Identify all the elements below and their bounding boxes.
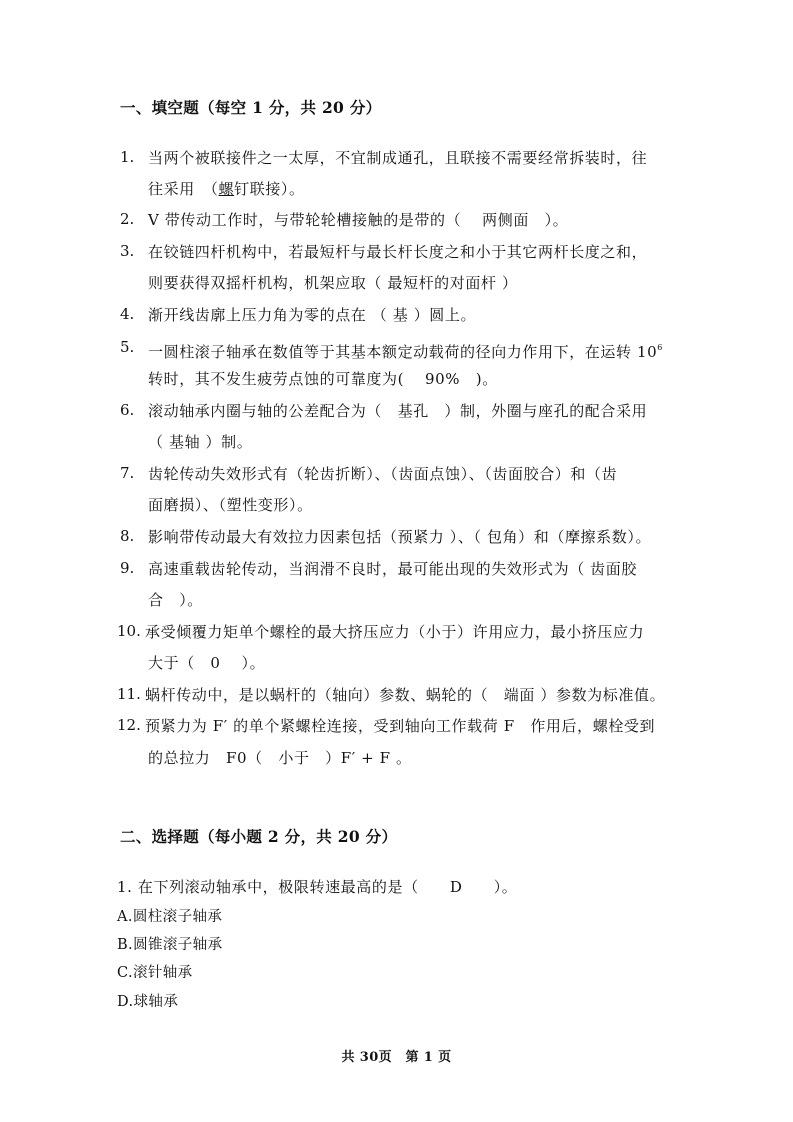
item-12-line-2: 的总拉力 F0（ 小于 ）F′ + F 。 <box>148 749 412 767</box>
mc-option-c: C.滚针轴承 <box>117 965 193 981</box>
item-12-line-1: 预紧力为 F′ 的单个紧螺栓连接，受到轴向工作载荷 F 作用后，螺栓受到 <box>145 717 656 735</box>
mc-option-d: D.球轴承 <box>117 994 179 1010</box>
page-footer: 共 30页 第 1 页 <box>341 1050 452 1065</box>
item-number: 9. <box>120 559 135 577</box>
section-title-multiple-choice: 二、选择题（每小题 2 分，共 20 分） <box>120 827 398 846</box>
item-4-line-1: 渐开线齿廓上压力角为零的点在 （ 基 ）圆上。 <box>148 306 477 324</box>
item-10-line-2: 大于（ 0 ）。 <box>148 654 266 672</box>
item-number: 2. <box>120 210 135 228</box>
mc-option-b: B.圆锥滚子轴承 <box>117 937 223 953</box>
item-6-line-1: 滚动轴承内圈与轴的公差配合为（ 基孔 ）制，外圈与座孔的配合采用 <box>148 402 648 420</box>
item-10-line-1: 承受倾覆力矩单个螺栓的最大挤压应力（小于）许用应力，最小挤压应力 <box>145 623 645 641</box>
item-1-line-1: 当两个被联接件之一太厚，不宜制成通孔，且联接不需要经常拆装时，往 <box>148 149 648 167</box>
section-title-fill-blank: 一、填空题（每空 1 分，共 20 分） <box>120 98 382 117</box>
item-1-text: 往采用 （ <box>148 180 219 198</box>
item-number: 8. <box>120 527 135 545</box>
item-7-line-2: 面磨损）、（塑性变形）。 <box>148 496 313 514</box>
item-number: 4. <box>120 305 135 323</box>
exponent: 6 <box>657 343 663 352</box>
item-3-line-2: 则要获得双摇杆机构，机架应取（ 最短杆的对面杆 ） <box>148 274 518 292</box>
item-7-line-1: 齿轮传动失效形式有（轮齿折断）、（齿面点蚀）、（齿面胶合）和（齿 <box>148 465 618 483</box>
item-5-line-2: 转时，其不发生疲劳点蚀的可靠度为( 90% )。 <box>148 370 498 388</box>
item-9-line-2: 合 ）。 <box>148 591 203 609</box>
item-6-line-2: （ 基轴 ）制。 <box>148 433 253 451</box>
item-1-line-2 <box>148 179 305 199</box>
item-2-line-1: V 带传动工作时，与带轮轮槽接触的是带的（ 两侧面 ）。 <box>148 211 569 229</box>
item-9-line-1: 高速重载齿轮传动，当润滑不良时，最可能出现的失效形式为（ 齿面胶 <box>148 560 637 578</box>
item-number: 6. <box>120 401 135 419</box>
item-number: 7. <box>120 464 135 482</box>
item-1-underlined-answer: 螺 <box>218 180 235 198</box>
mc-question-1: 1. 在下列滚动轴承中，极限转速最高的是（ D ）。 <box>117 878 518 896</box>
item-5-text: 一圆柱滚子轴承在数值等于其基本额定动载荷的径向力作用下，在运转 10 <box>148 343 658 361</box>
item-3-line-1: 在铰链四杆机构中，若最短杆与最长杆长度之和小于其它两杆长度之和， <box>148 243 648 261</box>
item-number: 11. <box>117 685 141 703</box>
item-number: 1. <box>120 148 135 166</box>
item-number: 3. <box>120 242 135 260</box>
item-number: 5. <box>120 338 135 356</box>
item-1-answer: 钉联接）。 <box>234 180 305 198</box>
mc-option-a: A.圆柱滚子轴承 <box>117 909 223 925</box>
item-8-line-1: 影响带传动最大有效拉力因素包括（预紧力 ）、（ 包角）和（摩擦系数）。 <box>148 528 652 546</box>
item-5-line-1 <box>148 338 663 362</box>
item-number: 12. <box>117 716 141 734</box>
item-number: 10. <box>117 622 141 640</box>
item-11-line-1: 蜗杆传动中，是以蜗杆的（轴向）参数、蜗轮的（ 端面 ）参数为标准值。 <box>145 686 666 704</box>
